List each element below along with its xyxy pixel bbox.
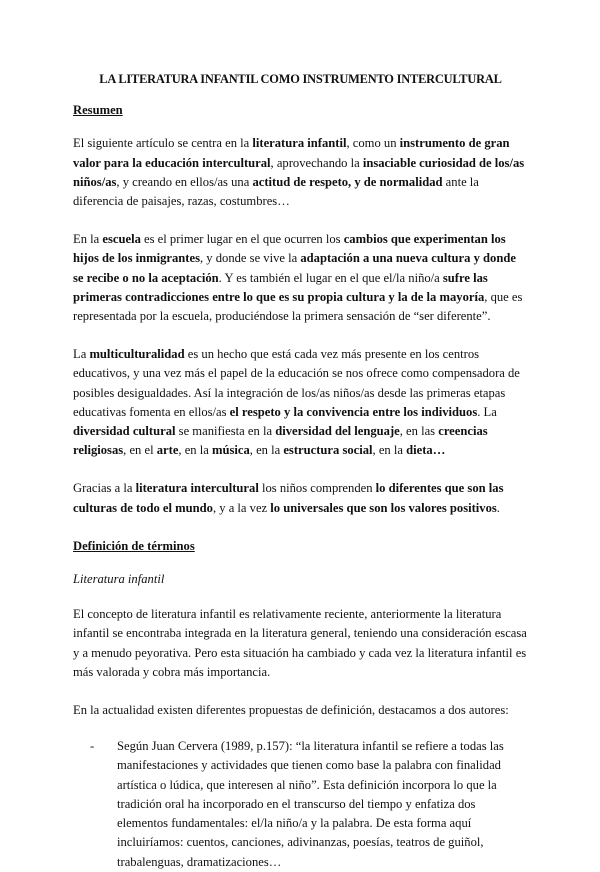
text-run: En la	[73, 232, 103, 247]
bold-run: estructura social	[283, 443, 373, 458]
list-bullet-dash: -	[90, 739, 95, 754]
bold-run: diversidad cultural	[73, 424, 176, 439]
section-heading-resumen: Resumen	[73, 103, 123, 118]
bold-run: literatura infantil	[252, 136, 347, 151]
bold-run: multiculturalidad	[89, 347, 185, 362]
text-run: , como un	[346, 136, 400, 151]
resumen-paragraph-1	[73, 134, 528, 211]
text-run: , y creando en ellos/as una	[116, 174, 253, 189]
bold-run: creencias religiosas	[73, 424, 488, 458]
document-title: LA LITERATURA INFANTIL COMO INSTRUMENTO INTERCULTURAL	[99, 72, 502, 86]
text-run: , y a la vez	[212, 500, 271, 515]
definicion-paragraph-1: El concepto de literatura infantil es relativamente reciente, anteriormente la literatura infantil se encontraba integrada en la literatura general, teniendo una consideración escasa y a menudo peyorativa. Pero esta situación ha cambiado y cada vez la literatura infantil es más valorada y cobra más importancia.	[73, 607, 527, 679]
resumen-paragraph-4	[73, 479, 528, 517]
text-run: , en la	[178, 443, 212, 458]
text-run: , que es representada por la escuela, produciéndose la primera sensación de “ser diferente”.	[73, 289, 523, 324]
section-heading-definicion: Definición de términos	[73, 538, 195, 553]
author-definition-list	[73, 737, 528, 871]
bold-run: insaciable curiosidad de los/as niños/as	[73, 155, 525, 189]
bold-run: sufre las primeras contradicciones entre lo que es su propia cultura y la de la mayoría	[73, 270, 488, 304]
resumen-paragraph-3	[73, 345, 528, 460]
definicion-paragraph-2: En la actualidad existen diferentes propuestas de definición, destacamos a dos autores:	[73, 703, 509, 718]
bold-run: literatura intercultural	[135, 481, 259, 496]
text-run: . La	[477, 404, 497, 419]
subsection-heading-literatura-infantil: Literatura infantil	[73, 572, 165, 587]
bold-run: escuela	[102, 232, 141, 247]
list-item-text: Según Juan Cervera (1989, p.157): “la literatura infantil se refiere a todas las manifestaciones y actividades que tienen como base la palabra con finalidad artística o lúdica, que interesen al niño”. Esta definición incorpora lo que la tradición oral ha incorporado en el transcurso del tiempo y enfatiza dos elementos fundamentales: el/la niño/a y la palabra. De esta forma aquí incluiríamos: cuentos, canciones, adivinanzas, poesías, teatros de guiñol, trabalenguas, dramatizaciones…	[117, 739, 504, 869]
bold-run: adaptación a una nueva cultura y donde se recibe o no la aceptación	[73, 251, 516, 285]
text-run: ante la diferencia de paisajes, razas, costumbres…	[73, 174, 479, 209]
text-run: es un hecho que está cada vez más presente en los centros educativos, y una vez más el papel de la educación se nos ofrece como compensadora de posibles desigualdades. Así la integración de los/as niños/as desde las primeras etapas educativas fomenta en ellos/as	[73, 347, 520, 419]
text-run: los niños comprenden	[258, 481, 376, 496]
text-run: , en las	[399, 424, 439, 439]
text-run: El siguiente artículo se centra en la	[73, 136, 253, 151]
bold-run: actitud de respeto, y de normalidad	[252, 174, 443, 189]
bold-run: cambios que experimentan los hijos de los inmigrantes	[73, 232, 506, 266]
bold-run: música	[211, 443, 250, 458]
resumen-paragraph-2	[73, 230, 528, 326]
text-run: se manifiesta en la	[175, 424, 276, 439]
text-run: , en la	[372, 443, 407, 458]
bold-run: instrumento de gran valor para la educación intercultural	[73, 136, 510, 170]
bold-run: lo universales que son los valores positivos	[270, 500, 497, 515]
text-run: . Y es también el lugar en el que el/la niño/a	[218, 270, 443, 285]
text-run: La	[73, 347, 90, 362]
bold-run: dieta…	[406, 443, 446, 458]
text-run: , aprovechando la	[270, 155, 363, 170]
bold-run: lo diferentes que son las culturas de todo el mundo	[73, 481, 504, 515]
text-run: , en el	[123, 443, 157, 458]
bold-run: diversidad del lenguaje	[275, 424, 400, 439]
text-run: , y donde se vive la	[200, 251, 301, 266]
bold-run: arte	[156, 443, 179, 458]
text-run: , en la	[249, 443, 284, 458]
text-run: .	[496, 500, 500, 515]
list-item	[73, 737, 528, 871]
text-run: es el primer lugar en el que ocurren los	[140, 232, 344, 247]
text-run: Gracias a la	[73, 481, 136, 496]
bold-run: el respeto y la convivencia entre los individuos	[229, 404, 478, 419]
